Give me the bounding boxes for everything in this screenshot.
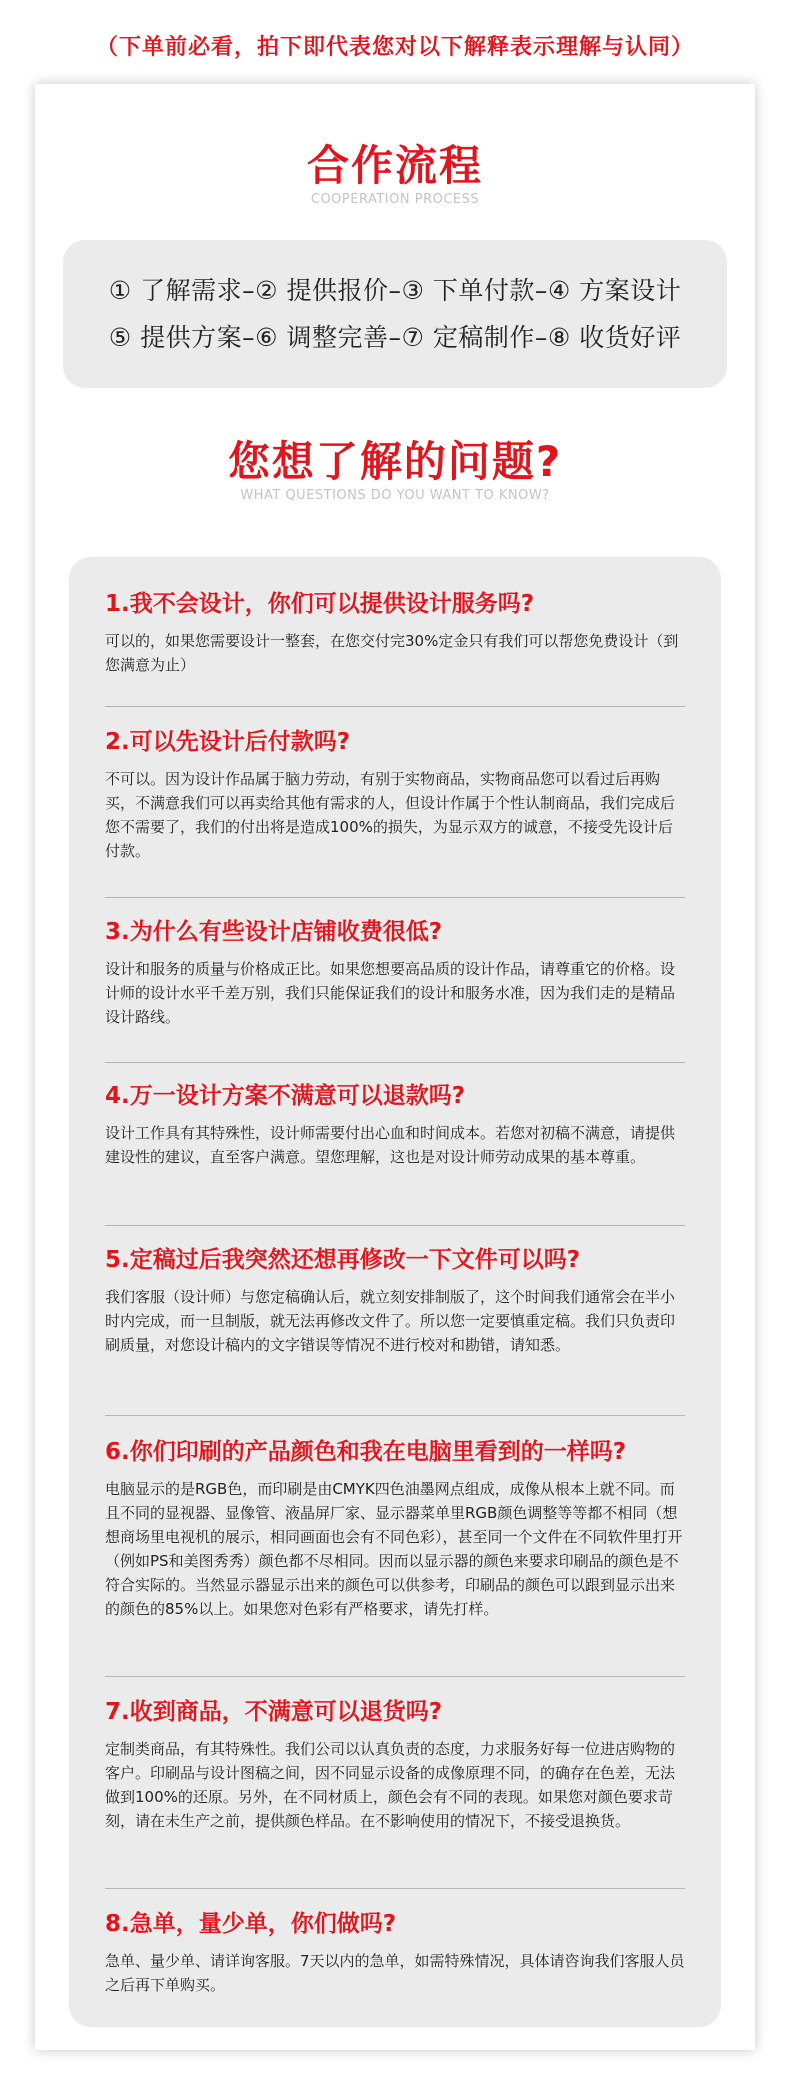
cooperation-subtitle: COOPERATION PROCESS [310, 192, 480, 207]
divider [105, 1415, 685, 1416]
faq-item-4 [105, 1081, 685, 1169]
faq-item-6 [105, 1437, 685, 1621]
divider [105, 1225, 685, 1226]
faq-question: 7.收到商品，不满意可以退货吗? [105, 1699, 443, 1725]
divider [105, 897, 685, 898]
faq-question: 1.我不会设计，你们可以提供设计服务吗? [105, 591, 535, 617]
faq-item-7 [105, 1697, 685, 1833]
process-steps-line-2: ⑤ 提供方案–⑥ 调整完善–⑦ 定稿制作–⑧ 收货好评 [108, 323, 682, 352]
faq-answer: 设计和服务的质量与价格成正比。如果您想要高品质的设计作品，请尊重它的价格。设计师的设计水平千差万别，我们只能保证我们的设计和服务水准，因为我们走的是精品设计路线。 [105, 960, 676, 1026]
faq-answer: 设计工作具有其特殊性，设计师需要付出心血和时间成本。若您对初稿不满意，请提供建设性的建议，直至客户满意。望您理解，这也是对设计师劳动成果的基本尊重。 [105, 1124, 676, 1166]
faq-item-5 [105, 1245, 685, 1357]
divider [105, 1676, 685, 1677]
process-steps-box [63, 240, 727, 388]
faq-answer: 我们客服（设计师）与您定稿确认后，就立刻安排制版了，这个时间我们通常会在半小时内完成，而一旦制版，就无法再修改文件了。所以您一定要慎重定稿。我们只负责印刷质量，对您设计稿内的文字错误等情况不进行校对和勘错，请知悉。 [105, 1288, 676, 1354]
faq-item-1 [105, 589, 685, 677]
faq-answer: 不可以。因为设计作品属于脑力劳动，有别于实物商品，实物商品您可以看过后再购买，不满意我们可以再卖给其他有需求的人，但设计作属于个性认制商品，我们完成后您不需要了，我们的付出将是造成100%的损失，为显示双方的诚意，不接受先设计后付款。 [105, 770, 676, 860]
faq-answer: 定制类商品，有其特殊性。我们公司以认真负责的态度，力求服务好每一位进店购物的客户。印刷品与设计图稿之间，因不同显示设备的成像原理不同，的确存在色差，无法做到100%的还原。另外，在不同材质上，颜色会有不同的表现。如果您对颜色要求苛刻，请在未生产之前，提供颜色样品。在不影响使用的情况下，不接受退换货。 [105, 1740, 676, 1830]
faq-title: 您想了解的问题? [227, 437, 563, 486]
faq-item-2 [105, 727, 685, 863]
content-card [35, 84, 755, 2050]
cooperation-title: 合作流程 [306, 141, 483, 190]
faq-answer: 急单、量少单、请详询客服。7天以内的急单，如需特殊情况，具体请咨询我们客服人员之后再下单购买。 [105, 1952, 685, 1994]
faq-answer: 可以的，如果您需要设计一整套，在您交付完30%定金只有我们可以帮您免费设计（到您满意为止） [105, 632, 679, 674]
faq-question: 2.可以先设计后付款吗? [105, 729, 351, 755]
faq-header [35, 438, 755, 503]
faq-item-3 [105, 917, 685, 1029]
faq-question: 3.为什么有些设计店铺收费很低? [105, 919, 443, 945]
faq-subtitle: WHAT QUESTIONS DO YOU WANT TO KNOW? [240, 488, 550, 503]
faq-question: 5.定稿过后我突然还想再修改一下文件可以吗? [105, 1247, 581, 1273]
divider [105, 1062, 685, 1063]
top-notice: （下单前必看，拍下即代表您对以下解释表示理解与认同） [95, 35, 694, 60]
faq-question: 6.你们印刷的产品颜色和我在电脑里看到的一样吗? [105, 1439, 627, 1465]
process-steps-line-1: ① 了解需求–② 提供报价–③ 下单付款–④ 方案设计 [108, 276, 682, 305]
faq-item-8 [105, 1909, 685, 1997]
faq-question: 8.急单，量少单，你们做吗? [105, 1911, 397, 1937]
divider [105, 706, 685, 707]
cooperation-header [35, 142, 755, 207]
divider [105, 1888, 685, 1889]
faq-box [69, 557, 721, 2027]
faq-answer: 电脑显示的是RGB色，而印刷是由CMYK四色油墨网点组成，成像从根本上就不同。而且不同的显视器、显像管、液晶屏厂家、显示器菜单里RGB颜色调整等等都不相同（想想商场里电视机的展示，相同画面也会有不同色彩），甚至同一个文件在不同软件里打开（例如PS和美图秀秀）颜色都不尽相同。因而以显示器的颜色来要求印刷品的颜色是不符合实际的。当然显示器显示出来的颜色可以供参考，印刷品的颜色可以跟到显示出来的颜色的85%以上。如果您对色彩有严格要求，请先打样。 [105, 1480, 683, 1618]
faq-question: 4.万一设计方案不满意可以退款吗? [105, 1083, 466, 1109]
